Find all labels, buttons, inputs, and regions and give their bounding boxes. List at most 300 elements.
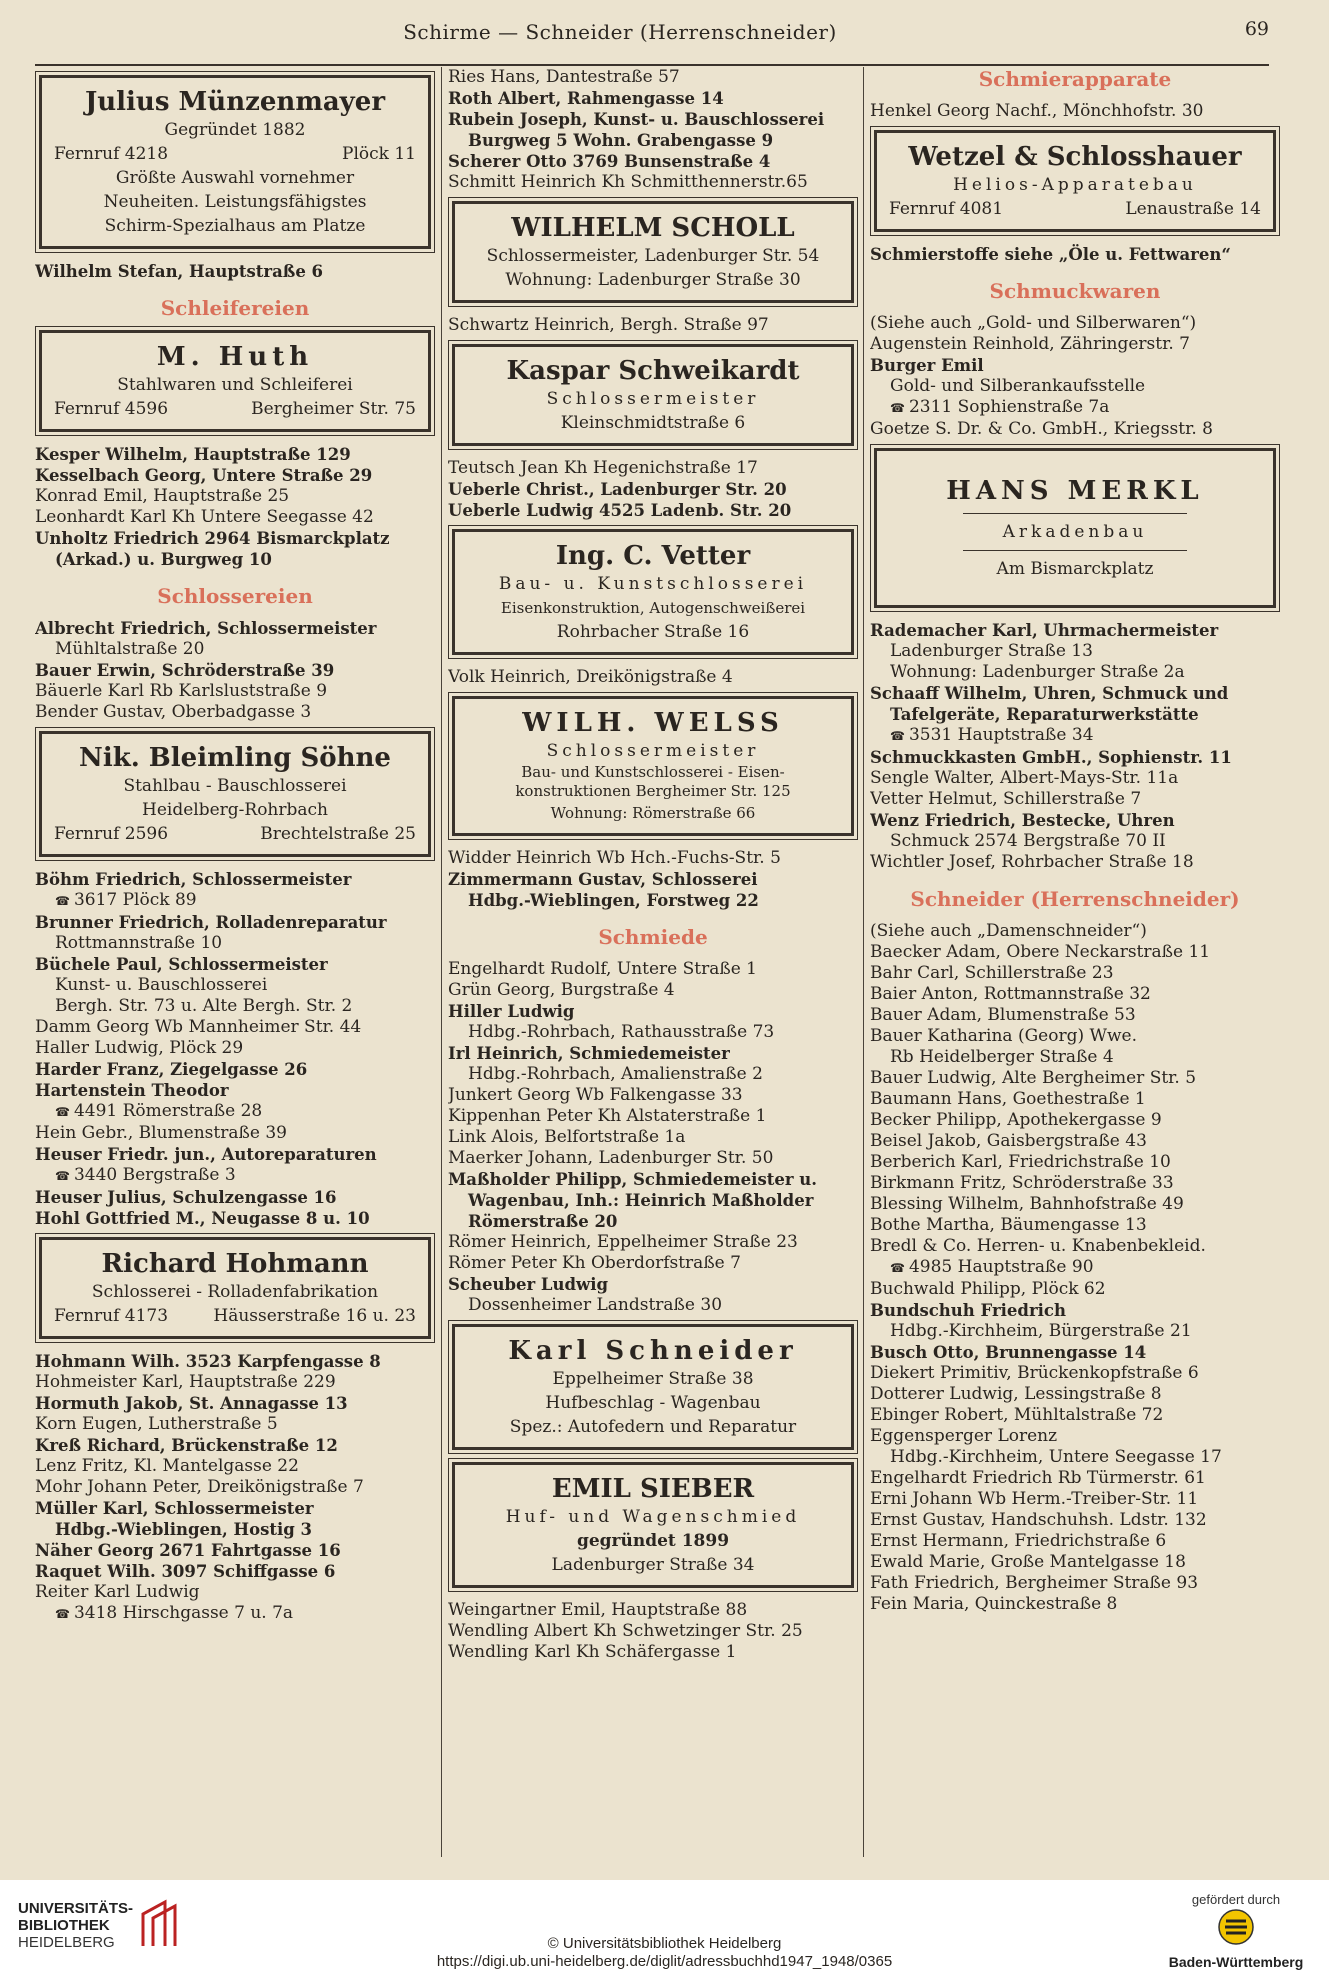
entry-line bbox=[448, 67, 858, 88]
entry-line bbox=[870, 747, 1280, 768]
entry-text: Ernst Hermann, Friedrichstraße 6 bbox=[870, 1531, 1167, 1551]
entry-line bbox=[448, 1127, 858, 1148]
entry-text: Grün Georg, Burgstraße 4 bbox=[448, 980, 675, 1000]
entry-text: Burger Emil bbox=[870, 356, 984, 375]
entry-list bbox=[35, 1351, 435, 1625]
entry-text: Bauer Katharina (Georg) Wwe. bbox=[870, 1026, 1138, 1046]
entry-line bbox=[870, 789, 1280, 810]
ad-title: Richard Hohmann bbox=[101, 1249, 369, 1279]
entry-line bbox=[35, 444, 435, 465]
entry-text: Junkert Georg Wb Falkengasse 33 bbox=[448, 1085, 743, 1105]
entry-line bbox=[35, 1393, 435, 1414]
entry-line bbox=[448, 848, 858, 869]
ad-line: gegründet 1899 bbox=[576, 1531, 730, 1551]
entry-line bbox=[448, 869, 858, 890]
entry-text: Wichtler Josef, Rohrbacher Straße 18 bbox=[870, 852, 1194, 872]
entry-text: (Siehe auch „Damenschneider“) bbox=[870, 921, 1147, 941]
left-column bbox=[35, 67, 435, 1625]
entry-text: (Arkad.) u. Burgweg 10 bbox=[55, 550, 272, 569]
entry-text: Näher Georg 2671 Fahrtgasse 16 bbox=[35, 1541, 341, 1560]
entry-text: Becker Philipp, Apothekergasse 9 bbox=[870, 1110, 1162, 1130]
entry-line bbox=[448, 1621, 858, 1642]
entry-text: Maerker Johann, Ladenburger Str. 50 bbox=[448, 1148, 774, 1168]
entry-line bbox=[870, 1363, 1280, 1384]
section-heading-schlossereien: Schlossereien bbox=[157, 584, 313, 608]
copyright-notice: © Universitätsbibliothek Heidelberg bbox=[547, 1935, 782, 1952]
entry-text: Hohmeister Karl, Hauptstraße 229 bbox=[35, 1372, 336, 1392]
entry-text: Bender Gustav, Oberbadgasse 3 bbox=[35, 702, 312, 722]
entry-text: Schmierstoffe siehe „Öle u. Fettwaren“ bbox=[870, 245, 1231, 264]
entry-text: Büchele Paul, Schlossermeister bbox=[35, 955, 328, 974]
entry-line bbox=[448, 151, 858, 172]
entry-line bbox=[870, 852, 1280, 873]
entry-text: Schwartz Heinrich, Bergh. Straße 97 bbox=[448, 315, 769, 335]
entry-text: Goetze S. Dr. & Co. GmbH., Kriegsstr. 8 bbox=[870, 419, 1213, 439]
entry-text: Baier Anton, Rottmannstraße 32 bbox=[870, 984, 1151, 1004]
entry-line bbox=[870, 419, 1280, 440]
ad-phone: Fernruf 4173 bbox=[54, 1306, 169, 1326]
entry-line bbox=[448, 1295, 858, 1316]
entry-text: Leonhardt Karl Kh Untere Seegasse 42 bbox=[35, 507, 374, 527]
entry-line bbox=[448, 1001, 858, 1022]
entry-text: Hdbg.-Wieblingen, Hostig 3 bbox=[55, 1520, 313, 1539]
entry-text: Albrecht Friedrich, Schlossermeister bbox=[35, 619, 377, 638]
entry-text: 4491 Römerstraße 28 bbox=[73, 1101, 263, 1121]
entry-line bbox=[448, 130, 858, 151]
ad-title: Nik. Bleimling Söhne bbox=[79, 743, 391, 773]
entry-line bbox=[35, 507, 435, 528]
section-heading-schmuckwaren: Schmuckwaren bbox=[989, 279, 1161, 303]
ad-munzenmayer bbox=[39, 75, 431, 249]
ad-line: Größte Auswahl vornehmer bbox=[115, 168, 355, 188]
ad-line: Heidelberg-Rohrbach bbox=[142, 800, 328, 820]
entry-line bbox=[448, 172, 858, 193]
entry-line bbox=[870, 376, 1280, 397]
entry-line bbox=[870, 1005, 1280, 1026]
entry-line bbox=[870, 704, 1280, 725]
entry-line bbox=[448, 667, 858, 688]
entry-line bbox=[870, 1342, 1280, 1363]
entry-line bbox=[35, 1540, 435, 1561]
entry-list bbox=[35, 869, 435, 1229]
entry-line bbox=[35, 549, 435, 570]
entry-line bbox=[35, 912, 435, 933]
ad-vetter bbox=[452, 529, 854, 655]
entry-line bbox=[448, 500, 858, 521]
entry-line bbox=[870, 1321, 1280, 1342]
ad-title: Wetzel & Schlosshauer bbox=[908, 142, 1242, 172]
entry-line bbox=[35, 465, 435, 486]
entry-line bbox=[870, 1489, 1280, 1510]
running-head: Schirme — Schneider (Herrenschneider) bbox=[403, 20, 837, 44]
ad-line: Schlossermeister bbox=[546, 389, 760, 409]
entry-text: Heuser Friedr. jun., Autoreparaturen bbox=[35, 1145, 377, 1164]
entry-line bbox=[35, 933, 435, 954]
entry-line bbox=[870, 1236, 1280, 1257]
ad-phone: Fernruf 2596 bbox=[54, 824, 169, 844]
entry-line bbox=[870, 1026, 1280, 1047]
entry-text: Schmuck 2574 Bergstraße 70 II bbox=[890, 831, 1166, 851]
ad-title: Julius Münzenmayer bbox=[84, 87, 386, 117]
funder-label: gefördert durch bbox=[1191, 1892, 1281, 1907]
entry-line bbox=[870, 984, 1280, 1005]
entry-line bbox=[35, 1561, 435, 1582]
entry-line bbox=[35, 1603, 435, 1625]
entry-line bbox=[35, 1582, 435, 1603]
entry-list bbox=[448, 458, 858, 521]
entry-text: Busch Otto, Brunnengasse 14 bbox=[870, 1343, 1147, 1362]
ad-merkl bbox=[874, 448, 1276, 608]
entry-text: Korn Eugen, Lutherstraße 5 bbox=[35, 1414, 278, 1434]
entry-text: Schmuckkasten GmbH., Sophienstr. 11 bbox=[870, 748, 1232, 767]
entry-text: Birkmann Fritz, Schröderstraße 33 bbox=[870, 1173, 1174, 1193]
ad-address: Bergheimer Str. 75 bbox=[251, 399, 416, 419]
entry-line bbox=[870, 1384, 1280, 1405]
entry-text: Blessing Wilhelm, Bahnhofstraße 49 bbox=[870, 1194, 1184, 1214]
entry-text: Hormuth Jakob, St. Annagasse 13 bbox=[35, 1394, 348, 1413]
entry-line bbox=[870, 1573, 1280, 1594]
entry-text: Hohmann Wilh. 3523 Karpfengasse 8 bbox=[35, 1352, 381, 1371]
ad-line: Rohrbacher Straße 16 bbox=[556, 622, 750, 642]
entry-text: Wendling Albert Kh Schwetzinger Str. 25 bbox=[448, 1621, 803, 1641]
entry-line bbox=[870, 1552, 1280, 1573]
entry-list bbox=[870, 244, 1280, 265]
entry-line bbox=[35, 1080, 435, 1101]
entry-text: Hohl Gottfried M., Neugasse 8 u. 10 bbox=[35, 1209, 370, 1228]
entry-list bbox=[448, 315, 858, 336]
entry-line bbox=[35, 528, 435, 549]
logo-text: UNIVERSITÄTS- bbox=[18, 1900, 134, 1917]
ad-line: Stahlwaren und Schleiferei bbox=[117, 375, 353, 395]
entry-list bbox=[448, 667, 858, 688]
entry-text: Rademacher Karl, Uhrmachermeister bbox=[870, 621, 1219, 640]
entry-text: Wilhelm Stefan, Hauptstraße 6 bbox=[35, 262, 324, 281]
ad-line: Schlossermeister, Ladenburger Str. 54 bbox=[486, 246, 820, 266]
ad-sieber bbox=[452, 1462, 854, 1588]
ad-divider bbox=[963, 513, 1186, 514]
source-url[interactable]: https://digi.ub.uni-heidelberg.de/diglit/adressbuchhd1947_1948/0365 bbox=[436, 1953, 893, 1970]
phone-icon: ☎ bbox=[55, 1607, 70, 1621]
entry-text: Tafelgeräte, Reparaturwerkstätte bbox=[890, 705, 1199, 724]
entry-line bbox=[870, 1047, 1280, 1068]
entry-text: Römerstraße 20 bbox=[468, 1212, 618, 1231]
entry-text: Ueberle Christ., Ladenburger Str. 20 bbox=[448, 480, 787, 499]
entry-line bbox=[35, 1372, 435, 1393]
ad-line: Huf- und Wagenschmied bbox=[505, 1507, 801, 1527]
entry-line bbox=[448, 88, 858, 109]
entry-line bbox=[448, 1211, 858, 1232]
entry-text: Erni Johann Wb Herm.-Treiber-Str. 11 bbox=[870, 1489, 1199, 1509]
ad-hohmann bbox=[39, 1237, 431, 1339]
entry-text: Lenz Fritz, Kl. Mantelgasse 22 bbox=[35, 1456, 299, 1476]
entry-text: Baecker Adam, Obere Neckarstraße 11 bbox=[870, 942, 1211, 962]
entry-line bbox=[448, 1106, 858, 1127]
entry-text: Bergh. Str. 73 u. Alte Bergh. Str. 2 bbox=[55, 996, 353, 1016]
ad-title: WILH. WELSS bbox=[522, 708, 784, 738]
entry-text: Buchwald Philipp, Plöck 62 bbox=[870, 1279, 1106, 1299]
entry-line bbox=[35, 681, 435, 702]
entry-text: Bredl & Co. Herren- u. Knabenbekleid. bbox=[870, 1236, 1206, 1256]
entry-line bbox=[448, 315, 858, 336]
right-column bbox=[870, 67, 1280, 1615]
entry-text: Bauer Ludwig, Alte Bergheimer Str. 5 bbox=[870, 1068, 1197, 1088]
ad-line: Helios-Apparatebau bbox=[953, 175, 1197, 195]
entry-text: Kesselbach Georg, Untere Straße 29 bbox=[35, 466, 373, 485]
entry-text: Wenz Friedrich, Bestecke, Uhren bbox=[870, 811, 1175, 830]
entry-line bbox=[870, 725, 1280, 747]
entry-line bbox=[870, 1300, 1280, 1321]
entry-line bbox=[35, 486, 435, 507]
entry-line bbox=[870, 101, 1280, 122]
header-rule bbox=[35, 64, 1269, 66]
ad-line: Kleinschmidtstraße 6 bbox=[560, 413, 746, 433]
entry-line bbox=[870, 1594, 1280, 1615]
entry-text: Ebinger Robert, Mühltalstraße 72 bbox=[870, 1405, 1164, 1425]
entry-text: Ernst Gustav, Handschuhsh. Ldstr. 132 bbox=[870, 1510, 1207, 1530]
entry-line bbox=[448, 890, 858, 911]
entry-text: Teutsch Jean Kh Hegenichstraße 17 bbox=[448, 458, 758, 478]
column-separator bbox=[441, 67, 442, 1857]
ad-line: Neuheiten. Leistungsfähigstes bbox=[103, 192, 367, 212]
entry-line bbox=[448, 479, 858, 500]
entry-text: Baumann Hans, Goethestraße 1 bbox=[870, 1089, 1146, 1109]
entry-text: Roth Albert, Rahmengasse 14 bbox=[448, 89, 724, 108]
ad-title: Ing. C. Vetter bbox=[555, 541, 751, 571]
entry-text: Beisel Jakob, Gaisbergstraße 43 bbox=[870, 1131, 1147, 1151]
ad-title: HANS MERKL bbox=[946, 476, 1204, 506]
entry-line bbox=[35, 1519, 435, 1540]
entry-line bbox=[448, 1064, 858, 1085]
entry-text: (Siehe auch „Gold- und Silberwaren“) bbox=[870, 313, 1197, 333]
entry-text: Böhm Friedrich, Schlossermeister bbox=[35, 870, 352, 889]
entry-line bbox=[35, 869, 435, 890]
entry-line bbox=[870, 1215, 1280, 1236]
entry-text: Müller Karl, Schlossermeister bbox=[35, 1499, 314, 1518]
ad-title: EMIL SIEBER bbox=[551, 1474, 755, 1504]
ad-line: Arkadenbau bbox=[1002, 522, 1148, 542]
entry-line bbox=[448, 959, 858, 980]
entry-line bbox=[870, 397, 1280, 419]
ad-line: Schlosserei - Rolladenfabrikation bbox=[91, 1282, 379, 1302]
entry-list bbox=[35, 261, 435, 282]
entry-text: Scherer Otto 3769 Bunsenstraße 4 bbox=[448, 152, 771, 171]
entry-line bbox=[35, 1498, 435, 1519]
phone-icon: ☎ bbox=[55, 894, 70, 908]
ad-huth bbox=[39, 330, 431, 432]
entry-text: 3617 Plöck 89 bbox=[73, 890, 197, 910]
entry-line bbox=[35, 1165, 435, 1187]
entry-text: Diekert Primitiv, Brückenkopfstraße 6 bbox=[870, 1363, 1199, 1383]
entry-text: Römer Peter Kh Oberdorfstraße 7 bbox=[448, 1253, 741, 1273]
funder-name: Baden-Württemberg bbox=[1168, 1954, 1304, 1970]
section-heading-schleifereien: Schleifereien bbox=[160, 296, 310, 320]
entry-text: Engelhardt Rudolf, Untere Straße 1 bbox=[448, 959, 757, 979]
entry-text: Volk Heinrich, Dreikönigstraße 4 bbox=[448, 667, 733, 687]
entry-text: Dossenheimer Landstraße 30 bbox=[468, 1295, 723, 1315]
ad-line: Gegründet 1882 bbox=[164, 120, 306, 140]
middle-column bbox=[448, 67, 858, 1663]
ad-line: Stahlbau - Bauschlosserei bbox=[123, 776, 347, 796]
entry-line bbox=[870, 1110, 1280, 1131]
entry-list bbox=[870, 620, 1280, 873]
entry-line bbox=[448, 1022, 858, 1043]
entry-text: Hein Gebr., Blumenstraße 39 bbox=[35, 1123, 287, 1143]
phone-icon: ☎ bbox=[55, 1169, 70, 1183]
entry-line bbox=[35, 639, 435, 660]
entry-line bbox=[870, 1447, 1280, 1468]
ad-welss bbox=[452, 696, 854, 836]
entry-text: Kesper Wilhelm, Hauptstraße 129 bbox=[35, 445, 351, 464]
section-heading-schmiede: Schmiede bbox=[598, 925, 708, 949]
entry-line bbox=[870, 1152, 1280, 1173]
entry-line bbox=[870, 662, 1280, 683]
entry-text: Brunner Friedrich, Rolladenreparatur bbox=[35, 913, 387, 932]
entry-text: Scheuber Ludwig bbox=[448, 1275, 609, 1294]
entry-line bbox=[35, 1351, 435, 1372]
entry-line bbox=[448, 1190, 858, 1211]
entry-text: Bothe Martha, Bäumengasse 13 bbox=[870, 1215, 1147, 1235]
entry-list bbox=[448, 1600, 858, 1663]
entry-text: Link Alois, Belfortstraße 1a bbox=[448, 1127, 686, 1147]
column-separator bbox=[863, 67, 864, 1857]
entry-line bbox=[870, 313, 1280, 334]
ad-title: Kaspar Schweikardt bbox=[506, 356, 800, 386]
entry-line bbox=[870, 1089, 1280, 1110]
entry-line bbox=[448, 1274, 858, 1295]
entry-list bbox=[870, 101, 1280, 122]
entry-line bbox=[870, 963, 1280, 984]
entry-line bbox=[35, 1208, 435, 1229]
entry-line bbox=[870, 334, 1280, 355]
entry-text: Rb Heidelberger Straße 4 bbox=[890, 1047, 1114, 1067]
entry-line bbox=[35, 618, 435, 639]
entry-line bbox=[870, 641, 1280, 662]
entry-line bbox=[35, 261, 435, 282]
entry-line bbox=[448, 1253, 858, 1274]
entry-text: Hdbg.-Kirchheim, Untere Seegasse 17 bbox=[890, 1447, 1222, 1467]
entry-text: Schmitt Heinrich Kh Schmitthennerstr.65 bbox=[448, 172, 808, 192]
entry-text: Weingartner Emil, Hauptstraße 88 bbox=[448, 1600, 748, 1620]
ad-title: WILHELM SCHOLL bbox=[511, 213, 795, 243]
entry-text: Mühltalstraße 20 bbox=[55, 639, 205, 659]
entry-text: Hiller Ludwig bbox=[448, 1002, 575, 1021]
entry-text: Unholtz Friedrich 2964 Bismarckplatz bbox=[35, 529, 390, 548]
entry-text: Reiter Karl Ludwig bbox=[35, 1582, 200, 1602]
footer bbox=[0, 1880, 1329, 1977]
entry-text: Fath Friedrich, Bergheimer Straße 93 bbox=[870, 1573, 1199, 1593]
entry-line bbox=[35, 1038, 435, 1059]
ad-scholl bbox=[452, 201, 854, 303]
ad-address: Häusserstraße 16 u. 23 bbox=[213, 1306, 416, 1326]
entry-text: Bäuerle Karl Rb Karlsluststraße 9 bbox=[35, 681, 328, 701]
entry-text: Hdbg.-Kirchheim, Bürgerstraße 21 bbox=[890, 1321, 1192, 1341]
entry-line bbox=[870, 1068, 1280, 1089]
entry-line bbox=[448, 1148, 858, 1169]
ad-line: Ladenburger Straße 34 bbox=[551, 1555, 755, 1575]
phone-icon: ☎ bbox=[55, 1105, 70, 1119]
section-heading-schmierapparate: Schmierapparate bbox=[978, 67, 1172, 91]
entry-text: Eggensperger Lorenz bbox=[870, 1426, 1058, 1446]
entry-text: Henkel Georg Nachf., Mönchhofstr. 30 bbox=[870, 101, 1204, 121]
entry-text: Hdbg.-Wieblingen, Forstweg 22 bbox=[468, 891, 759, 910]
entry-line bbox=[870, 1194, 1280, 1215]
entry-line bbox=[448, 1600, 858, 1621]
entry-line bbox=[35, 975, 435, 996]
ad-line: Spez.: Autofedern und Reparatur bbox=[509, 1417, 797, 1437]
entry-line bbox=[35, 1414, 435, 1435]
entry-line bbox=[448, 458, 858, 479]
entry-text: Konrad Emil, Hauptstraße 25 bbox=[35, 486, 290, 506]
entry-text: Bundschuh Friedrich bbox=[870, 1301, 1066, 1320]
entry-line bbox=[870, 942, 1280, 963]
entry-line bbox=[35, 702, 435, 723]
entry-line bbox=[35, 1477, 435, 1498]
entry-text: Fein Maria, Quinckestraße 8 bbox=[870, 1594, 1118, 1614]
entry-text: Ries Hans, Dantestraße 57 bbox=[448, 67, 680, 87]
ad-title: Karl Schneider bbox=[508, 1336, 798, 1366]
entry-text: 3531 Hauptstraße 34 bbox=[908, 725, 1094, 745]
entry-text: Haller Ludwig, Plöck 29 bbox=[35, 1038, 244, 1058]
entry-text: Wagenbau, Inh.: Heinrich Maßholder bbox=[468, 1191, 814, 1210]
phone-icon: ☎ bbox=[890, 1261, 905, 1275]
entry-line bbox=[35, 890, 435, 912]
entry-line bbox=[448, 980, 858, 1001]
entry-text: Römer Heinrich, Eppelheimer Straße 23 bbox=[448, 1232, 798, 1252]
entry-line bbox=[35, 1435, 435, 1456]
entry-line bbox=[870, 810, 1280, 831]
ad-line: Eisenkonstruktion, Autogenschweißerei bbox=[500, 599, 806, 617]
entry-text: Zimmermann Gustav, Schlosserei bbox=[448, 870, 758, 889]
ad-line: Wohnung: Ladenburger Straße 30 bbox=[505, 270, 801, 290]
entry-list bbox=[35, 444, 435, 570]
entry-text: Bauer Erwin, Schröderstraße 39 bbox=[35, 661, 335, 680]
ad-line: Bau- u. Kunstschlosserei bbox=[498, 574, 808, 594]
ad-karl-schneider bbox=[452, 1324, 854, 1450]
entry-text: Mohr Johann Peter, Dreikönigstraße 7 bbox=[35, 1477, 364, 1497]
entry-line bbox=[870, 244, 1280, 265]
entry-line bbox=[870, 768, 1280, 789]
entry-line bbox=[35, 1059, 435, 1080]
entry-text: Ladenburger Straße 13 bbox=[890, 641, 1093, 661]
coat-of-arms-icon bbox=[1216, 1907, 1256, 1947]
entry-line bbox=[870, 1405, 1280, 1426]
entry-text: Kreß Richard, Brückenstraße 12 bbox=[35, 1436, 338, 1455]
entry-text: Sengle Walter, Albert-Mays-Str. 11a bbox=[870, 768, 1179, 788]
entry-line bbox=[35, 1101, 435, 1123]
page-number: 69 bbox=[1244, 18, 1269, 40]
entry-line bbox=[870, 683, 1280, 704]
entry-text: Hdbg.-Rohrbach, Rathausstraße 73 bbox=[468, 1022, 775, 1042]
ad-schweikardt bbox=[452, 344, 854, 446]
entry-text: Vetter Helmut, Schillerstraße 7 bbox=[870, 789, 1142, 809]
entry-text: Raquet Wilh. 3097 Schiffgasse 6 bbox=[35, 1562, 336, 1581]
ad-bleimling bbox=[39, 731, 431, 857]
ad-line: Wohnung: Römerstraße 66 bbox=[550, 804, 756, 822]
entry-line bbox=[448, 1642, 858, 1663]
entry-text: Dotterer Ludwig, Lessingstraße 8 bbox=[870, 1384, 1162, 1404]
entry-line bbox=[870, 1468, 1280, 1489]
ad-line: Hufbeschlag - Wagenbau bbox=[545, 1393, 761, 1413]
entry-list bbox=[448, 67, 858, 193]
phone-icon: ☎ bbox=[890, 729, 905, 743]
entry-text: Heuser Julius, Schulzengasse 16 bbox=[35, 1188, 337, 1207]
logo-text: BIBLIOTHEK bbox=[18, 1917, 110, 1934]
ad-address: Lenaustraße 14 bbox=[1125, 199, 1261, 219]
entry-list bbox=[448, 959, 858, 1316]
entry-line bbox=[35, 1017, 435, 1038]
entry-line bbox=[870, 1531, 1280, 1552]
entry-text: Wendling Karl Kh Schäfergasse 1 bbox=[448, 1642, 737, 1662]
